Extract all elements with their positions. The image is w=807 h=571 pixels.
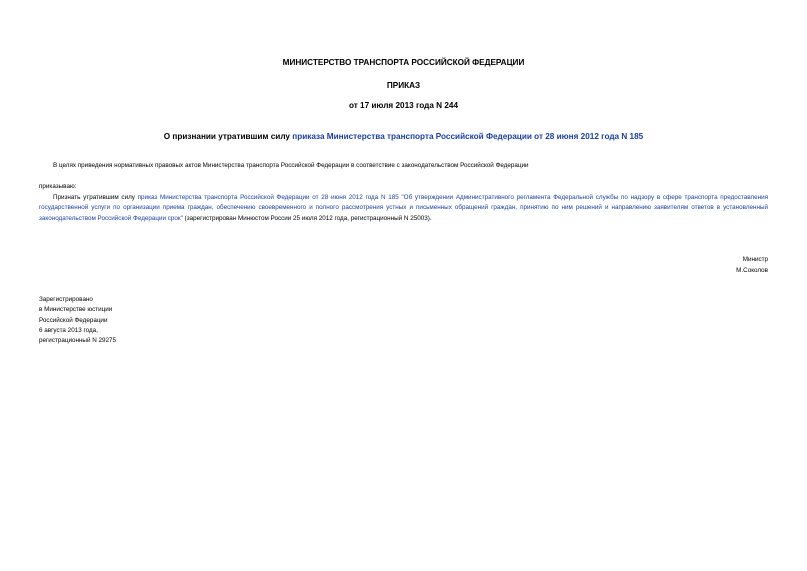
registration-line: в Министерстве юстиции xyxy=(39,306,113,314)
registration-line: Российской Федерации xyxy=(39,316,108,324)
registration-line: Зарегистрировано xyxy=(39,296,93,303)
title-prefix: О признании утратившим силу xyxy=(163,132,293,141)
document-type-heading: ПРИКАЗ xyxy=(386,81,421,90)
paragraph-suffix: (зарегистрирован Минюстом России 25 июля 2012 года, регистрационный N 25003). xyxy=(182,214,432,222)
intro-paragraph: В целях приведения нормативных правовых актов Министерства транспорта Российской Федерации в соответствие с законодательством Российской Федерации xyxy=(53,162,529,169)
title-order-link[interactable]: приказа Министерства транспорта Российской Федерации от 28 июня 2012 года N 185 xyxy=(292,132,644,141)
order-word: приказываю: xyxy=(39,183,77,190)
signatory-post: Министр xyxy=(742,256,768,263)
date-number-heading: от 17 июля 2013 года N 244 xyxy=(348,101,459,110)
repealed-order-link[interactable]: приказ Министерства транспорта Российской Федерации от 28 июня 2012 года N 185 "Об утверждении Административного регламента Федеральной службы по надзору в сфере транспорта предоставления государственной услуги по организации приема граждан, обеспечению своевременного и полного рассмотрения устных и письменных обращений граждан, принятию по ним решений и направлению заявителям ответов в установленный законодательством Российской Федерации срок" xyxy=(39,194,768,222)
registration-line: 6 августа 2013 года, xyxy=(39,326,98,334)
registration-line: регистрационный N 29275 xyxy=(39,337,117,345)
order-paragraph xyxy=(39,193,768,224)
document-title xyxy=(0,132,807,141)
registration-block xyxy=(39,295,116,346)
ministry-heading: МИНИСТЕРСТВО ТРАНСПОРТА РОССИЙСКОЙ ФЕДЕРАЦИИ xyxy=(282,58,525,67)
signatory-name: М.Соколов xyxy=(736,267,768,274)
paragraph-prefix: Признать утратившим силу xyxy=(53,194,138,201)
